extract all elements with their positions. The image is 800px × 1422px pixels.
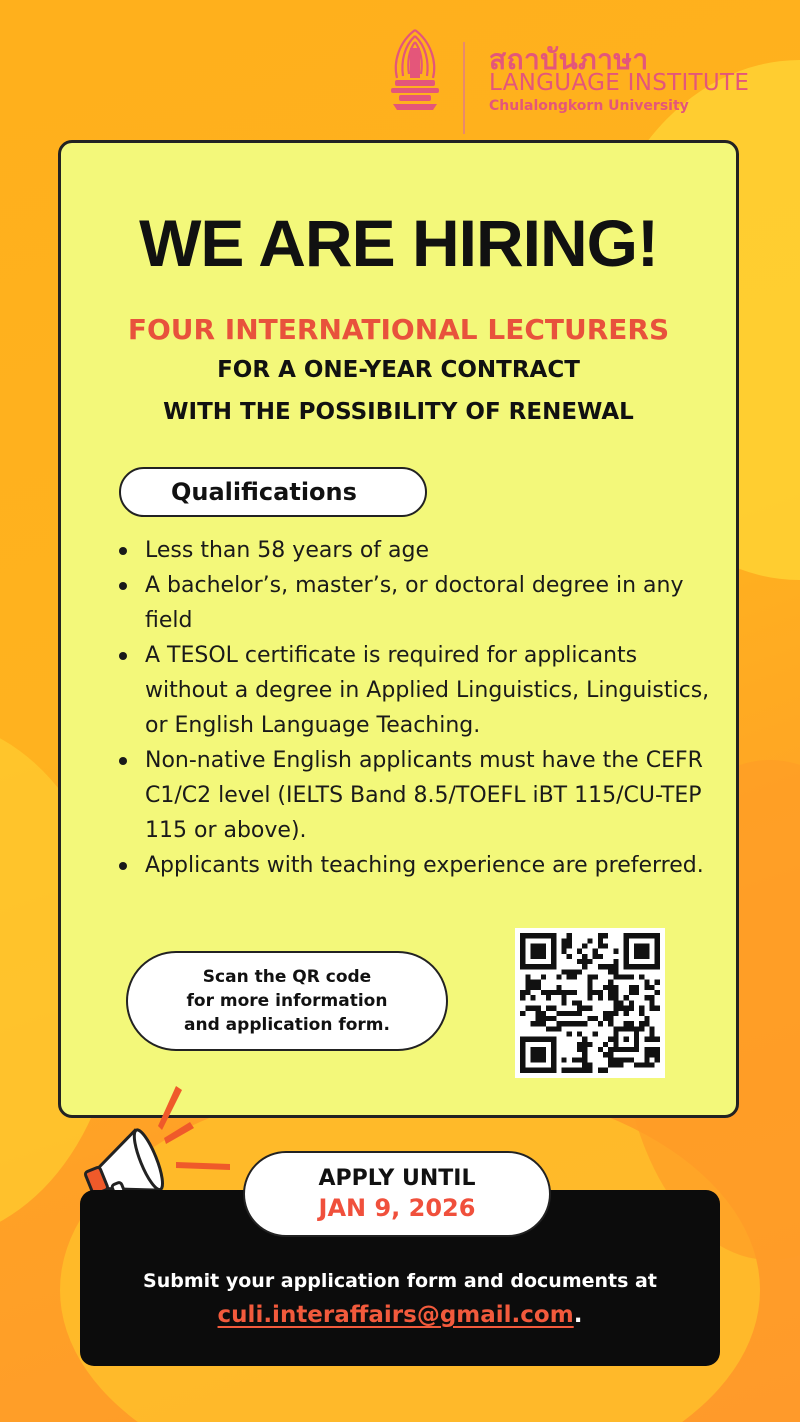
deadline-badge (243, 1151, 551, 1237)
email-line (80, 1302, 720, 1328)
qualification-item: Applicants with teaching experience are preferred. (117, 848, 717, 883)
deadline-label: APPLY UNTIL (318, 1166, 476, 1191)
submit-instructions: Submit your application form and documents at (143, 1270, 657, 1292)
qualifications-label: Qualifications (119, 467, 427, 517)
institute-logo (385, 26, 750, 116)
qualification-item: Non-native English applicants must have the CEFR C1/C2 level (IELTS Band 8.5/TOEFL iBT 115/CU-TEP 115 or above). (117, 743, 717, 848)
email-trailing-period: . (573, 1302, 583, 1328)
qualification-item: A TESOL certificate is required for applicants without a degree in Applied Linguistics, Linguistics, or English Language Teaching. (117, 638, 717, 743)
scan-line: Scan the QR code (202, 967, 372, 987)
qualification-item: Less than 58 years of age (117, 533, 717, 568)
logo-university-name: Chulalongkorn University (489, 98, 689, 114)
contract-line-1: FOR A ONE-YEAR CONTRACT (217, 357, 580, 383)
logo-english-name: LANGUAGE INSTITUTE (489, 70, 750, 96)
contract-line-2: WITH THE POSSIBILITY OF RENEWAL (163, 399, 634, 425)
logo-divider (463, 42, 465, 134)
university-seal-icon (385, 26, 445, 112)
qr-code-icon[interactable] (515, 928, 665, 1078)
deadline-date: JAN 9, 2026 (318, 1194, 476, 1222)
scan-line: for more information (186, 991, 388, 1011)
hiring-card (58, 140, 739, 1118)
email-link[interactable]: culi.interaffairs@gmail.com (217, 1302, 574, 1328)
scan-qr-note (126, 951, 448, 1051)
scan-line: and application form. (184, 1015, 390, 1035)
logo-thai-name: สถาบันภาษา (489, 43, 649, 76)
qualifications-list (117, 533, 717, 883)
headline: WE ARE HIRING! (139, 206, 658, 280)
qualification-item: A bachelor’s, master’s, or doctoral degree in any field (117, 568, 717, 638)
position-title: FOUR INTERNATIONAL LECTURERS (127, 313, 670, 346)
